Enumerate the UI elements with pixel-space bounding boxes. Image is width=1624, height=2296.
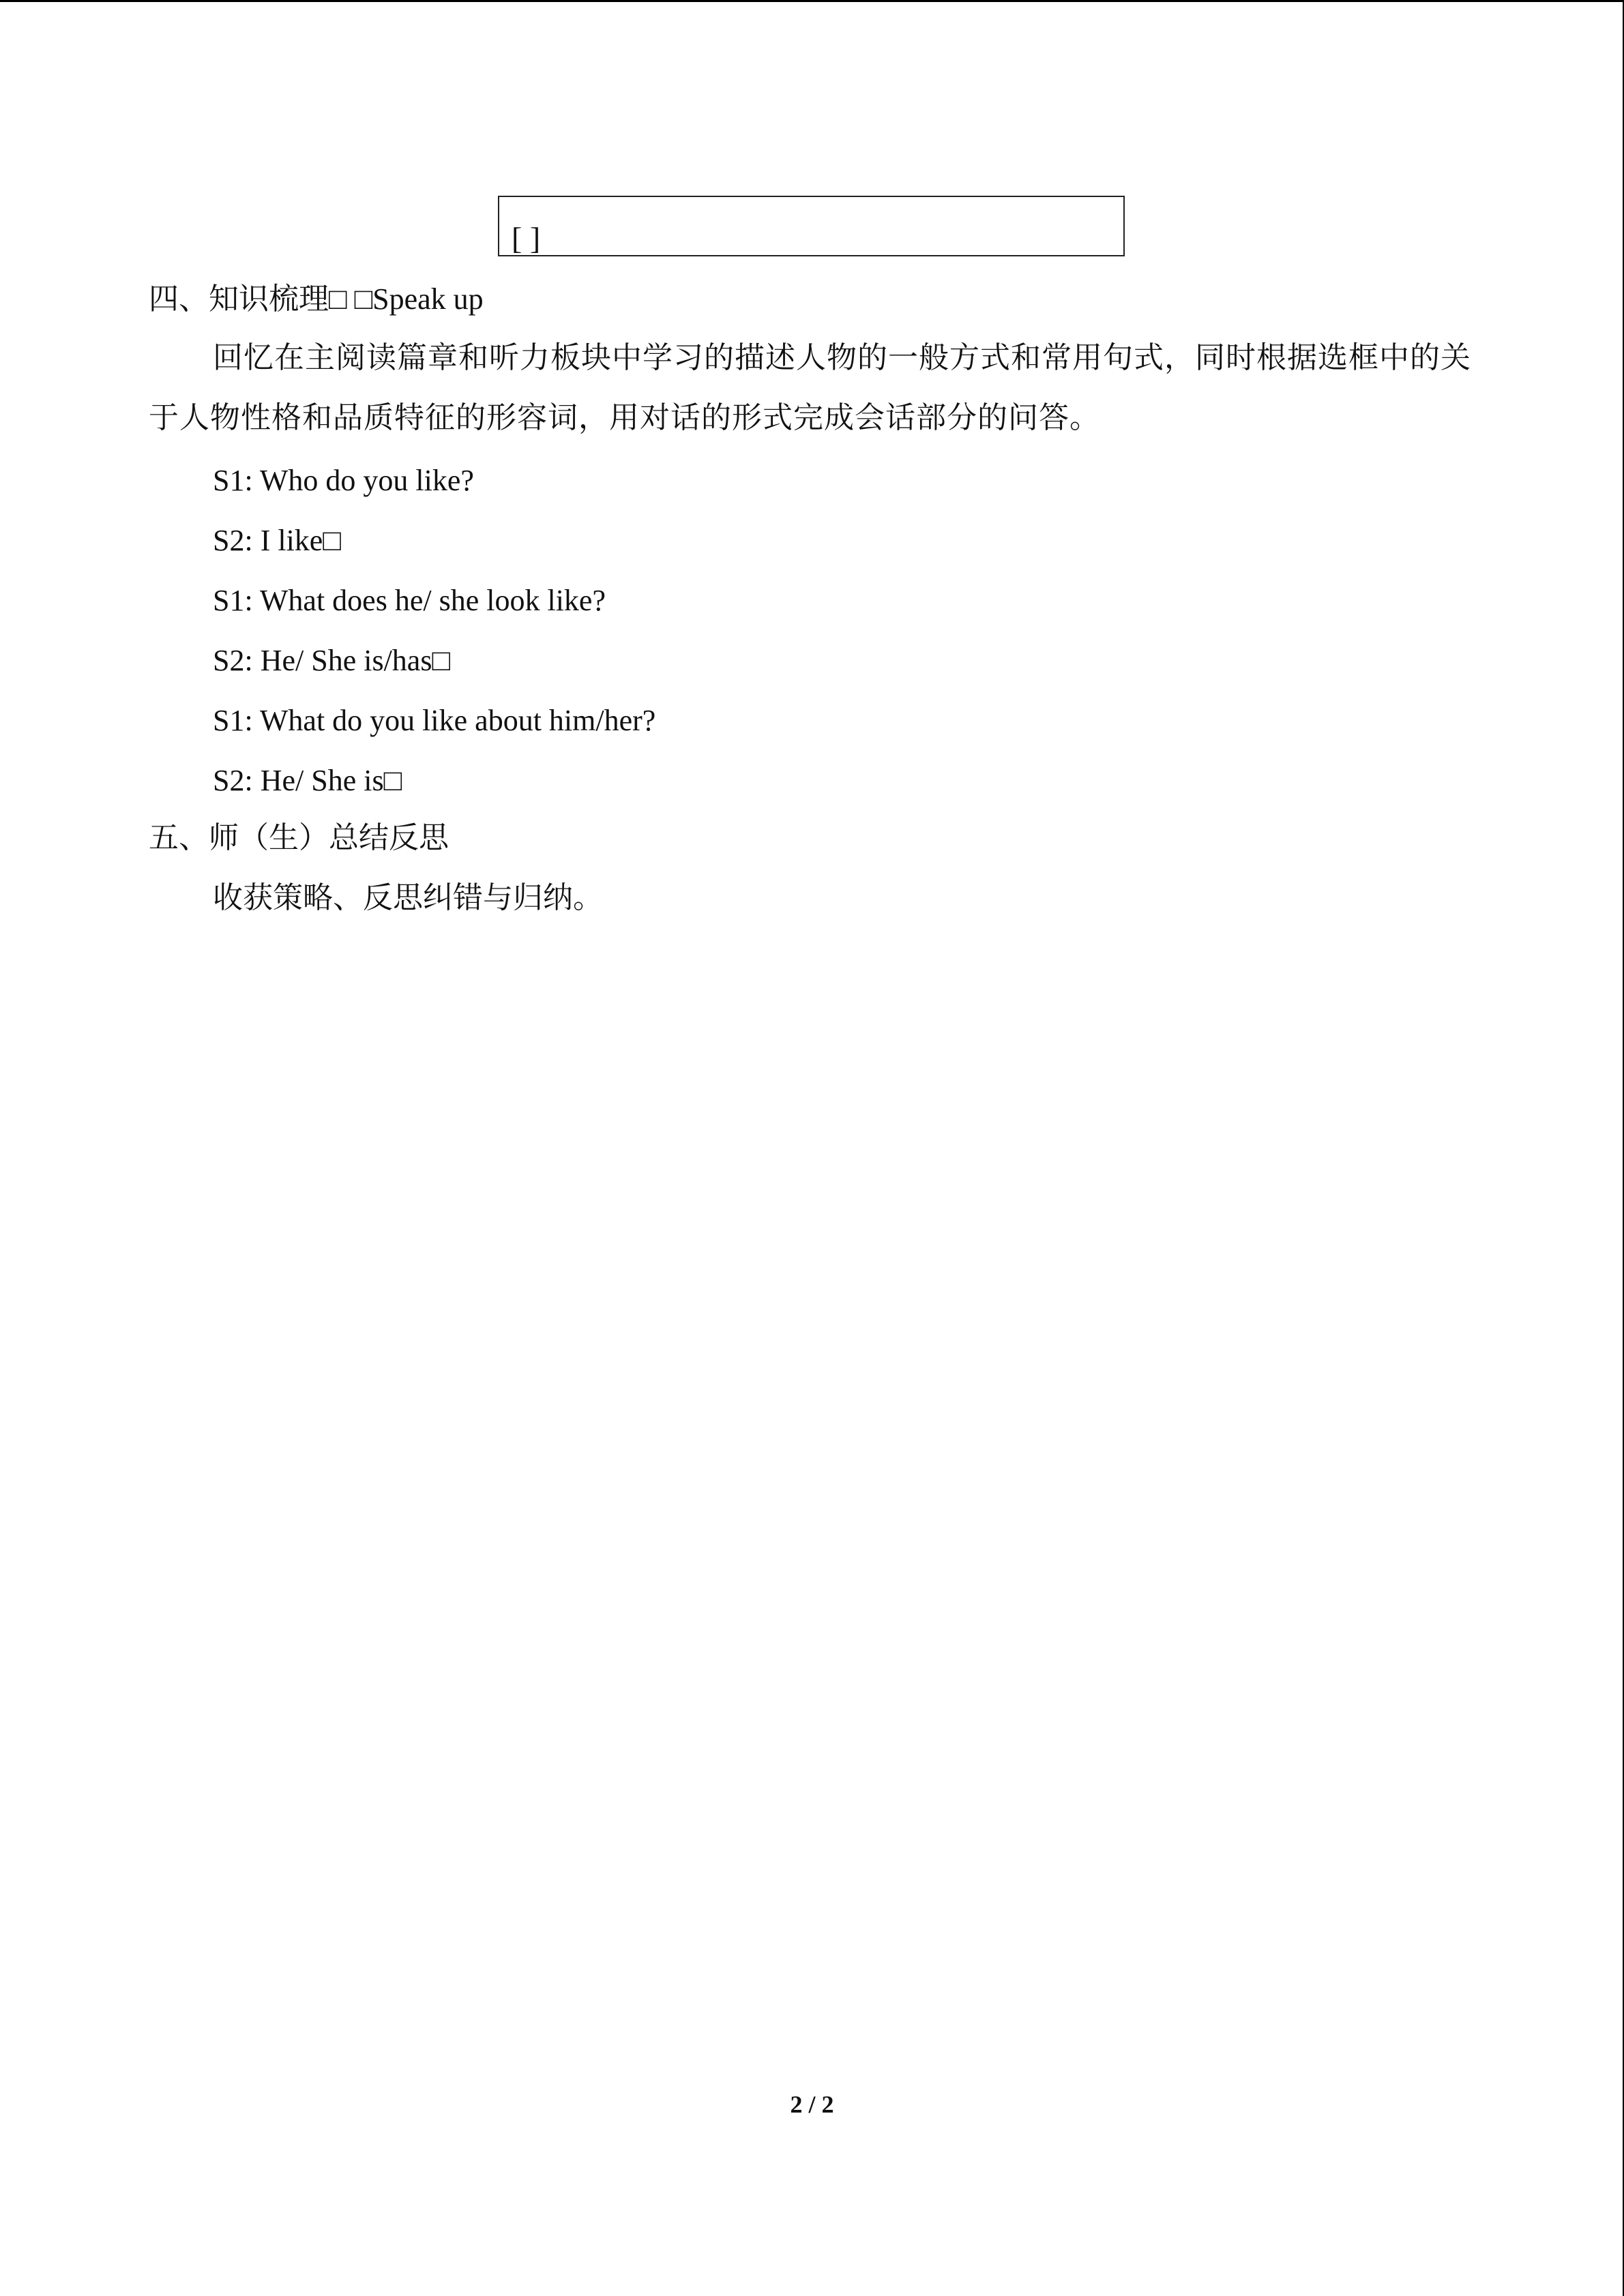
dialogue-line-5: S1: What do you like about him/her? (213, 704, 656, 737)
answer-box (498, 196, 1125, 256)
section-4-heading: 四、知识梳理□ □Speak up (149, 282, 484, 316)
dialogue-line-4: S2: He/ She is/has□ (213, 644, 451, 677)
dialogue-line-6: S2: He/ She is□ (213, 764, 402, 797)
page-top-border (0, 0, 1624, 2)
dialogue-line-2: S2: I like□ (213, 524, 341, 557)
section-4-instructions: 回忆在主阅读篇章和听力板块中学习的描述人物的一般方式和常用句式，同时根据选框中的关于人物性格和品质特征的形容词，用对话的形式完成会话部分的问答。 (149, 341, 1471, 434)
dialogue-line-1: S1: Who do you like? (213, 464, 474, 497)
page-number: 2 / 2 (790, 2091, 834, 2118)
section-5-text: 收获策略、反思纠错与归纳。 (213, 881, 603, 914)
dialogue-line-3: S1: What does he/ she look like? (213, 584, 606, 617)
answer-bracket: [ ] (512, 221, 541, 256)
section-5-heading: 五、师（生）总结反思 (149, 821, 449, 854)
